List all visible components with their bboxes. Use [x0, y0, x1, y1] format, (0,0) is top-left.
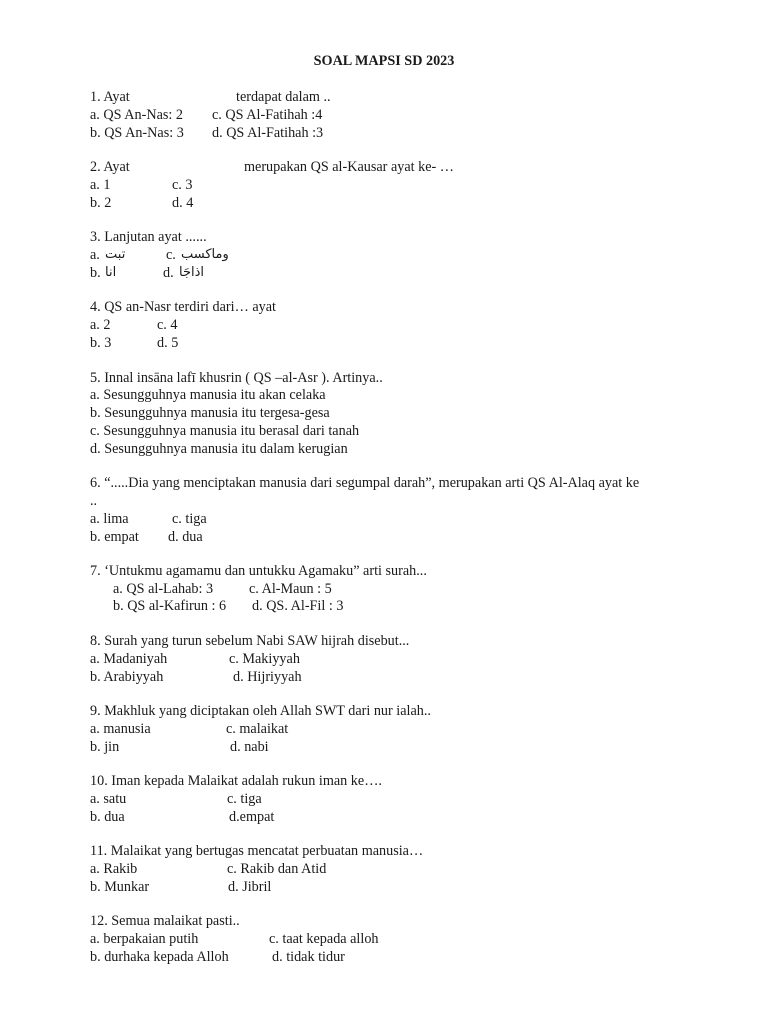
option-c: c. 3 [172, 177, 193, 193]
option-a: a. QS al-Lahab: 3 [113, 581, 214, 597]
option-c: c. taat kepada alloh [269, 931, 379, 947]
option-b: b. 3 [90, 335, 112, 351]
option-b: b. Munkar [90, 879, 150, 895]
option-b: b. QS al-Kafirun : 6 [113, 598, 227, 614]
option-b: b. QS An-Nas: 3 [90, 125, 184, 141]
option-c: c. Al-Maun : 5 [249, 581, 332, 597]
option-c: c. QS Al-Fatihah :4 [212, 107, 323, 123]
option-b: b. durhaka kepada Alloh [90, 949, 229, 965]
option-c: c. Sesungguhnya manusia itu berasal dari tanah [90, 423, 360, 439]
option-d: d. Sesungguhnya manusia itu dalam kerugian [90, 441, 348, 457]
question-stem: 4. QS an-Nasr terdiri dari… ayat [90, 299, 276, 315]
option-a: a. QS An-Nas: 2 [90, 107, 184, 123]
option-a: a. berpakaian putih [90, 931, 199, 947]
option-c: c. Makiyyah [229, 651, 300, 667]
question-stem: 3. Lanjutan ayat ...... [90, 229, 207, 245]
option-b-label: b. [90, 265, 101, 281]
option-b: b. dua [90, 809, 125, 825]
question-stem: 12. Semua malaikat pasti.. [90, 913, 240, 929]
question-stem: 8. Surah yang turun sebelum Nabi SAW hijrah disebut... [90, 633, 410, 649]
option-b: b. 2 [90, 195, 112, 211]
option-d: d. dua [168, 529, 203, 545]
option-b: b. jin [90, 739, 120, 755]
option-a: a. Sesungguhnya manusia itu akan celaka [90, 387, 326, 403]
option-b: b. empat [90, 529, 139, 545]
option-a: a. manusia [90, 721, 151, 737]
option-a: a. 2 [90, 317, 111, 333]
option-a: a. Madaniyah [90, 651, 168, 667]
question-stem: 11. Malaikat yang bertugas mencatat perbuatan manusia… [90, 843, 424, 859]
option-a-arabic: تبت [105, 247, 126, 262]
option-b-arabic: انا [105, 265, 117, 280]
option-a: a. satu [90, 791, 127, 807]
option-d: d. 5 [157, 335, 179, 351]
question-stem: 10. Iman kepada Malaikat adalah rukun iman ke…. [90, 773, 382, 789]
page-title: SOAL MAPSI SD 2023 [313, 53, 455, 69]
option-d: d. Hijriyyah [233, 669, 302, 685]
option-c-arabic: وماكسب [181, 247, 229, 262]
question-stem: 6. “.....Dia yang menciptakan manusia dari segumpal darah”, merupakan arti QS Al-Alaq ayat ke [90, 475, 640, 491]
question-stem-continued: .. [90, 493, 98, 509]
option-d: d. nabi [230, 739, 269, 755]
question-stem-tail: merupakan QS al-Kausar ayat ke- … [244, 159, 454, 175]
option-c: c. tiga [172, 511, 207, 527]
option-d-arabic: اذاجَا [179, 265, 205, 280]
option-a: a. Rakib [90, 861, 138, 877]
option-c-label: c. [166, 247, 176, 263]
option-d-label: d. [163, 265, 174, 281]
question-stem: 9. Makhluk yang diciptakan oleh Allah SWT dari nur ialah.. [90, 703, 431, 719]
option-b: b. Sesungguhnya manusia itu tergesa-gesa [90, 405, 330, 421]
option-c: c. 4 [157, 317, 178, 333]
option-c: c. malaikat [226, 721, 289, 737]
option-d: d. tidak tidur [272, 949, 345, 965]
question-stem: 5. Innal insāna lafī khusrin ( QS –al-Asr ). Artinya.. [90, 370, 383, 386]
option-b: b. Arabiyyah [90, 669, 164, 685]
option-c: c. Rakib dan Atid [227, 861, 327, 877]
option-d: d. QS Al-Fatihah :3 [212, 125, 324, 141]
option-d: d. 4 [172, 195, 194, 211]
question-stem-tail: terdapat dalam .. [236, 89, 331, 105]
option-d: d. Jibril [228, 879, 272, 895]
option-a-label: a. [90, 247, 100, 263]
option-c: c. tiga [227, 791, 262, 807]
question-stem: 1. Ayat [90, 89, 130, 105]
option-a: a. lima [90, 511, 129, 527]
question-stem: 7. ‘Untukmu agamamu dan untukku Agamaku” arti surah... [90, 563, 427, 579]
option-a: a. 1 [90, 177, 111, 193]
option-d: d.empat [229, 809, 275, 825]
question-stem: 2. Ayat [90, 159, 130, 175]
option-d: d. QS. Al-Fil : 3 [252, 598, 344, 614]
